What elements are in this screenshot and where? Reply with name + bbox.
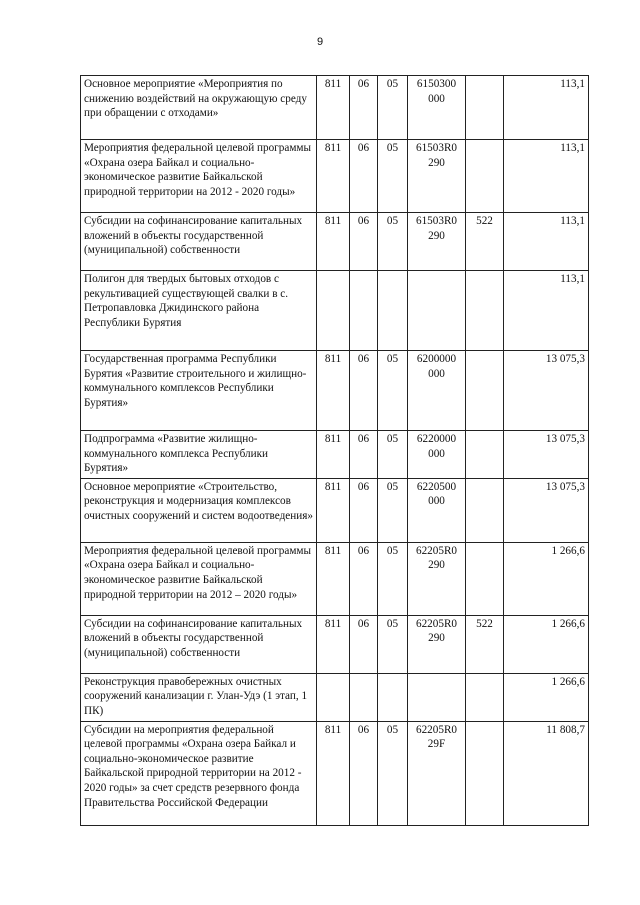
table-row xyxy=(81,76,589,140)
amount-cell: 13 075,3 xyxy=(504,478,589,542)
section-code-cell: 06 xyxy=(350,351,378,431)
item-name-cell: Мероприятия федеральной целевой программы «Охрана озера Байкал и социально-экономическое развитие Байкальской природной территории на 2012 - 2020 годы» xyxy=(81,140,317,213)
item-name-cell: Основное мероприятие «Строительство, реконструкция и модернизация комплексов очистных сооружений и систем водоотведения» xyxy=(81,478,317,542)
subsection-code-cell: 05 xyxy=(378,478,408,542)
ministry-code-cell: 811 xyxy=(317,351,350,431)
amount-cell: 113,1 xyxy=(504,140,589,213)
item-name-cell: Государственная программа Республики Бурятия «Развитие строительного и жилищно-коммунального комплексов Республики Бурятия» xyxy=(81,351,317,431)
subsection-code-cell: 05 xyxy=(378,615,408,673)
amount-cell: 1 266,6 xyxy=(504,542,589,615)
ministry-code-cell: 811 xyxy=(317,140,350,213)
target-article-code-cell xyxy=(408,673,466,721)
table-row xyxy=(81,478,589,542)
table-row xyxy=(81,140,589,213)
amount-cell: 113,1 xyxy=(504,76,589,140)
table-row xyxy=(81,542,589,615)
subsection-code-cell xyxy=(378,673,408,721)
amount-cell: 113,1 xyxy=(504,271,589,351)
ministry-code-cell: 811 xyxy=(317,615,350,673)
section-code-cell: 06 xyxy=(350,76,378,140)
expense-type-code-cell: 522 xyxy=(466,615,504,673)
table-row xyxy=(81,213,589,271)
expense-type-code-cell xyxy=(466,140,504,213)
target-article-code-cell: 61503R0 290 xyxy=(408,140,466,213)
expense-type-code-cell xyxy=(466,478,504,542)
subsection-code-cell: 05 xyxy=(378,542,408,615)
item-name-cell: Мероприятия федеральной целевой программы «Охрана озера Байкал и социально-экономическое развитие Байкальской природной территории на 2012 – 2020 годы» xyxy=(81,542,317,615)
target-article-code-cell: 62205R0 290 xyxy=(408,542,466,615)
target-article-code-cell: 62205R0 290 xyxy=(408,615,466,673)
ministry-code-cell: 811 xyxy=(317,542,350,615)
ministry-code-cell xyxy=(317,673,350,721)
subsection-code-cell xyxy=(378,271,408,351)
ministry-code-cell: 811 xyxy=(317,478,350,542)
section-code-cell xyxy=(350,673,378,721)
expense-type-code-cell xyxy=(466,76,504,140)
table-row xyxy=(81,721,589,825)
target-article-code-cell: 61503R0 290 xyxy=(408,213,466,271)
item-name-cell: Основное мероприятие «Мероприятия по снижению воздействий на окружающую среду при обращении с отходами» xyxy=(81,76,317,140)
item-name-cell: Подпрограмма «Развитие жилищно-коммунального комплекса Республики Бурятия» xyxy=(81,431,317,479)
amount-cell: 13 075,3 xyxy=(504,351,589,431)
ministry-code-cell xyxy=(317,271,350,351)
expense-type-code-cell xyxy=(466,351,504,431)
expense-type-code-cell xyxy=(466,542,504,615)
section-code-cell: 06 xyxy=(350,213,378,271)
ministry-code-cell: 811 xyxy=(317,431,350,479)
section-code-cell: 06 xyxy=(350,140,378,213)
table-body xyxy=(81,76,589,826)
item-name-cell: Реконструкция правобережных очистных сооружений канализации г. Улан-Удэ (1 этап, 1 ПК) xyxy=(81,673,317,721)
target-article-code-cell: 6220000 000 xyxy=(408,431,466,479)
subsection-code-cell: 05 xyxy=(378,351,408,431)
item-name-cell: Субсидии на софинансирование капитальных вложений в объекты государственной (муниципальной) собственности xyxy=(81,615,317,673)
ministry-code-cell: 811 xyxy=(317,721,350,825)
target-article-code-cell xyxy=(408,271,466,351)
amount-cell: 1 266,6 xyxy=(504,673,589,721)
item-name-cell: Субсидии на мероприятия федеральной целевой программы «Охрана озера Байкал и социально-экономическое развитие Байкальской природной территории на 2012 - 2020 годы» за счет средств резервного фонда Правительства Российской Федерации xyxy=(81,721,317,825)
target-article-code-cell: 62205R0 29F xyxy=(408,721,466,825)
section-code-cell: 06 xyxy=(350,721,378,825)
ministry-code-cell: 811 xyxy=(317,76,350,140)
target-article-code-cell: 6220500 000 xyxy=(408,478,466,542)
amount-cell: 13 075,3 xyxy=(504,431,589,479)
subsection-code-cell: 05 xyxy=(378,721,408,825)
table-row xyxy=(81,431,589,479)
expense-type-code-cell: 522 xyxy=(466,213,504,271)
section-code-cell xyxy=(350,271,378,351)
section-code-cell: 06 xyxy=(350,478,378,542)
target-article-code-cell: 6200000 000 xyxy=(408,351,466,431)
section-code-cell: 06 xyxy=(350,542,378,615)
expense-type-code-cell xyxy=(466,271,504,351)
section-code-cell: 06 xyxy=(350,431,378,479)
amount-cell: 1 266,6 xyxy=(504,615,589,673)
item-name-cell: Субсидии на софинансирование капитальных вложений в объекты государственной (муниципальной) собственности xyxy=(81,213,317,271)
expense-type-code-cell xyxy=(466,673,504,721)
subsection-code-cell: 05 xyxy=(378,76,408,140)
table-row xyxy=(81,615,589,673)
subsection-code-cell: 05 xyxy=(378,140,408,213)
item-name-cell: Полигон для твердых бытовых отходов с рекультивацией существующей свалки в с. Петропавловка Джидинского района Республики Бурятия xyxy=(81,271,317,351)
page-number: 9 xyxy=(316,36,324,48)
table-row xyxy=(81,351,589,431)
amount-cell: 113,1 xyxy=(504,213,589,271)
amount-cell: 11 808,7 xyxy=(504,721,589,825)
subsection-code-cell: 05 xyxy=(378,213,408,271)
table-row xyxy=(81,271,589,351)
budget-table xyxy=(80,75,589,826)
section-code-cell: 06 xyxy=(350,615,378,673)
expense-type-code-cell xyxy=(466,431,504,479)
subsection-code-cell: 05 xyxy=(378,431,408,479)
ministry-code-cell: 811 xyxy=(317,213,350,271)
expense-type-code-cell xyxy=(466,721,504,825)
target-article-code-cell: 6150300 000 xyxy=(408,76,466,140)
table-row xyxy=(81,673,589,721)
